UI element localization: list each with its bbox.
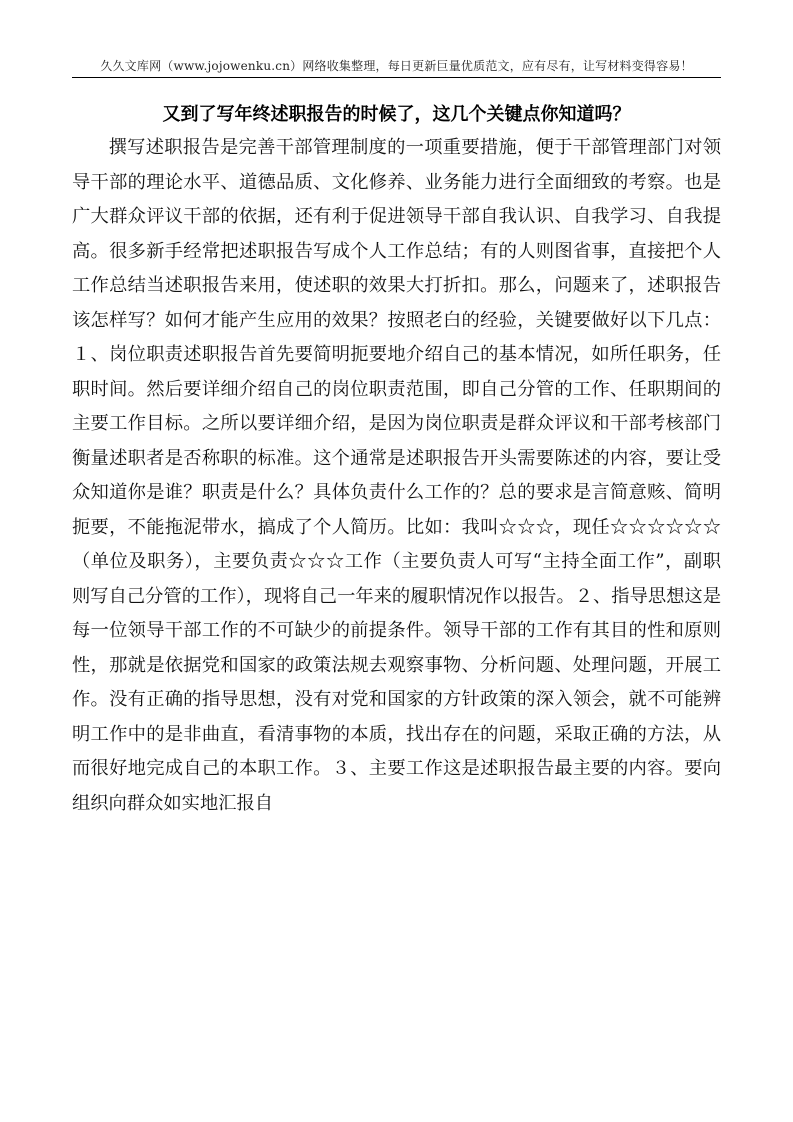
document-title: 又到了写年终述职报告的时候了，这几个关键点你知道吗？: [162, 104, 631, 125]
document-body-paragraph: 撰写述职报告是完善干部管理制度的一项重要措施，便于干部管理部门对领导干部的理论水平、道德品质、文化修养、业务能力进行全面细致的考察。也是广大群众评议干部的依据，还有利于促进领导干部自我认识、自我学习、自我提高。很多新手经常把述职报告写成个人工作总结；有的人则图省事，直接把个人工作总结当述职报告来用，使述职的效果大打折扣。那么，问题来了，述职报告该怎样写？如何才能产生应用的效果？按照老白的经验，关键要做好以下几点：１、岗位职责述职报告首先要简明扼要地介绍自己的基本情况，如所任职务，任职时间。然后要详细介绍自己的岗位职责范围，即自己分管的工作、任职期间的主要工作目标。之所以要详细介绍，是因为岗位职责是群众评议和干部考核部门衡量述职者是否称职的标准。这个通常是述职报告开头需要陈述的内容，要让受众知道你是谁？职责是什么？具体负责什么工作的？总的要求是言简意赅、简明扼要，不能拖泥带水，搞成了个人简历。比如：我叫☆☆☆，现任☆☆☆☆☆☆（单位及职务），主要负责☆☆☆工作（主要负责人可写“主持全面工作”，副职则写自己分管的工作），现将自己一年来的履职情况作以报告。２、指导思想这是每一位领导干部工作的不可缺少的前提条件。领导干部的工作有其目的性和原则性，那就是依据党和国家的政策法规去观察事物、分析问题、处理问题，开展工作。没有正确的指导思想，没有对党和国家的方针政策的深入领会，就不可能辨明工作中的是非曲直，看清事物的本质，找出存在的问题，采取正确的方法，从而很好地完成自己的本职工作。３、主要工作这是述职报告最主要的内容。要向组织向群众如实地汇报自: [72, 137, 721, 814]
page-header: 久久文库网（www.jojowenku.cn）网络收集整理，每日更新巨量优质范文，应有尽有，让写材料变得容易！: [100, 59, 693, 73]
header-divider: [72, 77, 721, 78]
